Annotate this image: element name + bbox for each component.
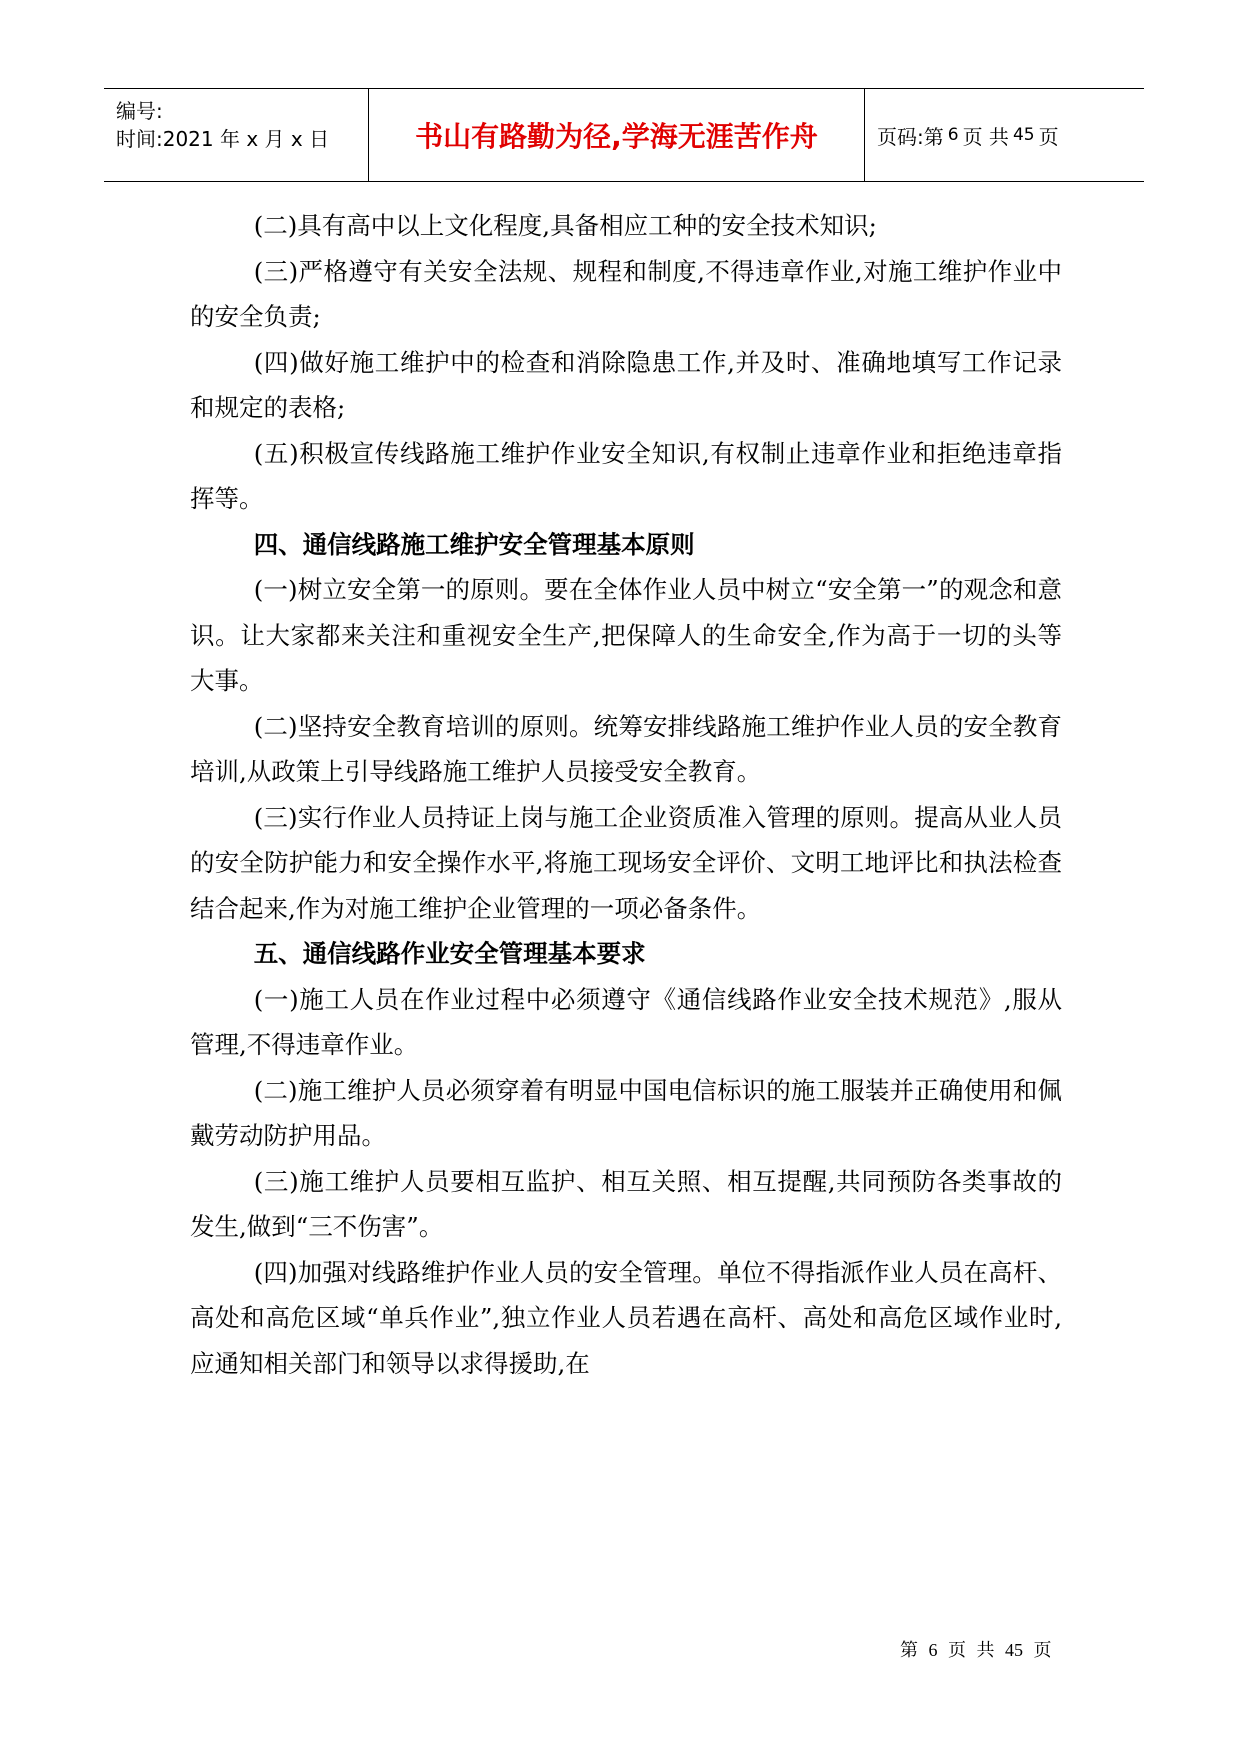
header-page-info bbox=[865, 89, 1144, 181]
body-paragraph: (三)严格遵守有关安全法规、规程和制度,不得违章作业,对施工维护作业中的安全负责; bbox=[190, 256, 1062, 331]
body-paragraph: (一)树立安全第一的原则。要在全体作业人员中树立“安全第一”的观念和意识。让大家都来关注和重视安全生产,把保障人的生命安全,作为高于一切的头等大事。 bbox=[190, 575, 1062, 695]
section-heading: 四、通信线路施工维护安全管理基本原则 bbox=[253, 529, 695, 559]
body-paragraph: (三)施工维护人员要相互监护、相互关照、相互提醒,共同预防各类事故的发生,做到“三不伤害”。 bbox=[190, 1166, 1062, 1241]
body-paragraph: (一)施工人员在作业过程中必须遵守《通信线路作业安全技术规范》,服从管理,不得违章作业。 bbox=[190, 984, 1062, 1059]
page-prefix: 页码:第 bbox=[877, 124, 944, 149]
time-label: 时间:2021 年 x 月 x 日 bbox=[116, 127, 330, 151]
body-paragraph: (二)坚持安全教育培训的原则。统筹安排线路施工维护作业人员的安全教育培训,从政策上引导线路施工维护人员接受安全教育。 bbox=[190, 711, 1062, 786]
header-meta bbox=[104, 89, 369, 181]
number-label: 编号: bbox=[116, 99, 163, 123]
body-paragraph: (二)具有高中以上文化程度,具备相应工种的安全技术知识; bbox=[253, 211, 877, 240]
page-current: 6 bbox=[947, 125, 959, 145]
body-paragraph: (四)做好施工维护中的检查和消除隐患工作,并及时、准确地填写工作记录和规定的表格; bbox=[190, 347, 1062, 422]
body-paragraph: (四)加强对线路维护作业人员的安全管理。单位不得指派作业人员在高杆、高处和高危区域“单兵作业”,独立作业人员若遇在高杆、高处和高危区域作业时,应通知相关部门和领导以求得援助,在 bbox=[190, 1257, 1062, 1378]
page-mid: 页 共 bbox=[962, 124, 1009, 149]
document-body bbox=[190, 203, 1062, 1386]
page-total: 45 bbox=[1012, 125, 1035, 145]
page-header bbox=[104, 88, 1144, 182]
body-paragraph: (三)实行作业人员持证上岗与施工企业资质准入管理的原则。提高从业人员的安全防护能力和安全操作水平,将施工现场安全评价、文明工地评比和执法检查结合起来,作为对施工维护企业管理的一项必备条件。 bbox=[190, 802, 1062, 923]
body-paragraph: (五)积极宣传线路施工维护作业安全知识,有权制止违章作业和拒绝违章指挥等。 bbox=[190, 438, 1062, 513]
body-paragraph: (二)施工维护人员必须穿着有明显中国电信标识的施工服装并正确使用和佩戴劳动防护用品。 bbox=[190, 1075, 1062, 1150]
page-suffix: 页 bbox=[1038, 124, 1059, 149]
page-footer: 第 6 页 共 45 页 bbox=[900, 1640, 1052, 1660]
header-motto: 书山有路勤为径,学海无涯苦作舟 bbox=[369, 89, 865, 181]
section-heading: 五、通信线路作业安全管理基本要求 bbox=[253, 939, 646, 968]
